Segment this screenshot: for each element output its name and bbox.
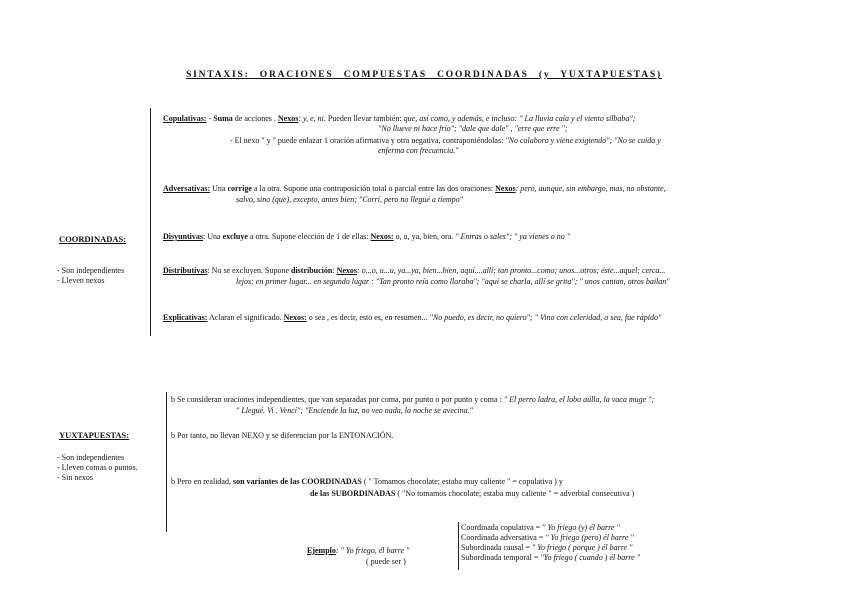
note-item: - Son independientes bbox=[57, 266, 125, 275]
yuxtapuestas-brace-line bbox=[166, 392, 167, 532]
explicativas-label: Explicativas: bbox=[163, 313, 208, 322]
copulativas-label: Copulativas: bbox=[163, 114, 207, 123]
variant-item: Subordinada temporal = "Yo friego ( cuando ) él barre " bbox=[461, 553, 641, 562]
distributivas-line-1: Distributivas: No se excluyen. Supone distribución: Nexos: o...o, u...u, ya...ya, bien...bien, aquí....allí; tan pronto...como; unos...otros; éste...aquel; cerca... bbox=[163, 266, 666, 275]
coordinadas-heading: COORDINADAS: bbox=[59, 234, 127, 244]
variant-item: Coordinada adversativa = " Yo friego (pero) él barre " bbox=[461, 533, 634, 542]
coordinadas-brace-line bbox=[150, 108, 151, 336]
adversativas-line-1: Adversativas: Una corrige a la otra. Supone una contraposición total o parcial entre las dos oraciones: Nexos: pero, aunque, sin embargo, mas, no obstante, bbox=[163, 184, 666, 193]
note-item: - Son independientes bbox=[57, 453, 125, 462]
nexos-label: Nexos bbox=[336, 266, 358, 275]
explicativas-line: Explicativas: Aclaran el significado. Nexos: o sea , es decir, esto es, en resumen... "No puedo, es decir, no quiero"; " Vino con celeridad, o sea, fue rápido" bbox=[163, 313, 662, 322]
distributivas-line-2: lejos; en primer lugar... en segundo lugar : "Tan pronto reía como lloraba"; "aquí se charla, allí se grita"; " unos cantan, otros bailan" bbox=[236, 277, 670, 286]
ejemplo-line: Ejemplo: " Yo friego, él barre " bbox=[307, 546, 410, 555]
yuxtapuestas-heading: YUXTAPUESTAS: bbox=[59, 430, 130, 440]
yuxtapuestas-p3-line-1: b Pero en realidad, son variantes de las COORDINADAS ( " Tomamos chocolate; estaba muy caliente " = copulativa ) y bbox=[171, 477, 563, 486]
nexos-label: Nexos: bbox=[370, 232, 394, 241]
adversativas-label: Adversativas: bbox=[163, 184, 211, 193]
nexos-label: Nexos: bbox=[283, 313, 307, 322]
puede-ser-note: ( puede ser ) bbox=[366, 557, 406, 566]
distributivas-label: Distributivas bbox=[163, 266, 208, 275]
page-title: SINTAXIS: ORACIONES COMPUESTAS COORDINADAS (y YUXTAPUESTAS) bbox=[186, 70, 662, 80]
disyuntivas-line: Disyuntivas: Una excluye a otra. Supone elección de 1 de ellas: Nexos: o, u, ya, bien, ora. " Entras o sales"; " ya vienes o no " bbox=[163, 232, 571, 241]
note-item: - Lleven nexos bbox=[57, 276, 105, 285]
adversativas-line-2: salvo, sino (que), excepto, antes bien; "Corrí, pero no llegué a tiempo" bbox=[236, 195, 464, 204]
copulativas-line-3: - El nexo " y " puede enlazar 1 oración afirmativa y otra negativa, contraponiéndolas: "No colaboro y viene exigiendo"; "No se cuida y bbox=[230, 136, 661, 145]
yuxtapuestas-p3-line-2: de las SUBORDINADAS ( "No tomamos chocolate; estaba muy caliente " = adverbial consecutiva ) bbox=[310, 489, 635, 498]
note-item: - Lleven comas o puntos. bbox=[57, 463, 138, 472]
variants-list bbox=[461, 523, 640, 563]
yuxtapuestas-notes bbox=[57, 453, 138, 483]
yuxtapuestas-p1-line-1: b Se consideran oraciones independientes, que van separadas por coma, por punto o por punto y coma : " El perro ladra, el lobo aúlla, la vaca muge "; bbox=[171, 395, 655, 404]
variants-brace-line bbox=[458, 522, 459, 570]
copulativas-line-4: enferma con frecuencia." bbox=[378, 146, 459, 155]
note-item: - Sin nexos bbox=[57, 473, 93, 482]
disyuntivas-label: Disyuntivas bbox=[163, 232, 204, 241]
coordinadas-notes bbox=[57, 266, 124, 286]
ejemplo-label: Ejemplo bbox=[307, 546, 336, 555]
yuxtapuestas-p2: b Por tanto, no llevan NEXO y se diferencian por la ENTONACIÓN. bbox=[171, 431, 394, 440]
yuxtapuestas-p1-line-2: " Llegué. Vi . Vencí"; "Enciende la luz, no veo nada, la noche se avecina." bbox=[236, 406, 473, 415]
variant-item: Coordinada copulativa = " Yo friego (y) él barre " bbox=[461, 523, 620, 532]
nexos-label: Nexos bbox=[277, 114, 299, 123]
variant-item: Subordinada causal = " Yo friego ( porque ) él barre " bbox=[461, 543, 633, 552]
copulativas-line-1: Copulativas: - Suma de acciones . Nexos: y, e, ni. Pueden llevar también: que, así como, y además, e incluso: " La lluvia caía y el viento silbaba"; bbox=[163, 114, 636, 123]
copulativas-line-2: "No llueve ni hace frío"; "dale que dale" , "erre que erre "; bbox=[378, 124, 568, 133]
nexos-label: Nexos bbox=[495, 184, 516, 193]
